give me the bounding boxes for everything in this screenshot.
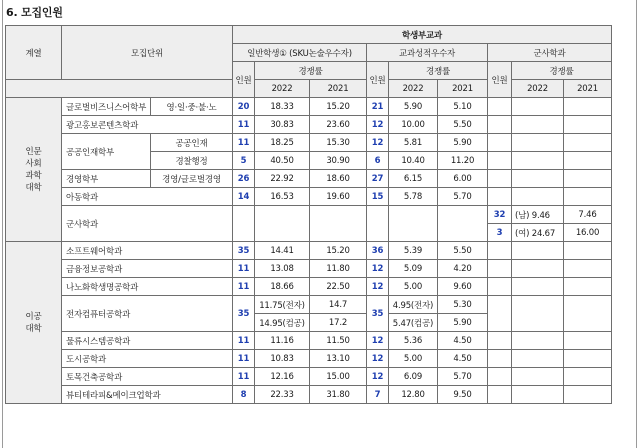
table-row xyxy=(6,98,612,116)
rate-2022: 5.47(컴공) xyxy=(389,314,438,332)
quota-grade: 12 xyxy=(367,260,389,278)
rate-2021: 7.46 xyxy=(564,206,612,224)
rate-2021: 5.90 xyxy=(438,314,488,332)
table-row xyxy=(6,350,612,368)
quota-general: 11 xyxy=(233,332,255,350)
rate-2022: 6.15 xyxy=(389,170,438,188)
dept-name: 공공인재학부 xyxy=(62,134,151,170)
rate-2022: (남) 9.46 xyxy=(512,206,564,224)
header-comp: 경쟁률 xyxy=(255,62,367,80)
header-row-1 xyxy=(6,26,612,44)
rate-2022: 30.83 xyxy=(255,116,310,134)
quota-grade: 6 xyxy=(367,152,389,170)
quota-military-male: 32 xyxy=(488,206,512,224)
rate-2021: 5.50 xyxy=(438,116,488,134)
rate-2021: 11.50 xyxy=(310,332,367,350)
rate-2022: 18.66 xyxy=(255,278,310,296)
rate-2021: 19.60 xyxy=(310,188,367,206)
rate-2021: 5.10 xyxy=(438,98,488,116)
quota-general: 14 xyxy=(233,188,255,206)
quota-general: 11 xyxy=(233,116,255,134)
quota-grade: 7 xyxy=(367,386,389,404)
rate-2021: 18.60 xyxy=(310,170,367,188)
quota-grade: 15 xyxy=(367,188,389,206)
rate-2022: 5.90 xyxy=(389,98,438,116)
rate-2021: 31.80 xyxy=(310,386,367,404)
rate-2022: 6.09 xyxy=(389,368,438,386)
rate-2021: 5.30 xyxy=(438,296,488,314)
header-2021: 2021 xyxy=(564,80,612,98)
dept-sub: 영·일·중·불·노 xyxy=(151,98,233,116)
dept-name: 물류시스템공학과 xyxy=(62,332,233,350)
quota-general: 11 xyxy=(233,368,255,386)
header-2022: 2022 xyxy=(389,80,438,98)
table-row xyxy=(6,278,612,296)
rate-2022: 14.95(컴공) xyxy=(255,314,310,332)
dept-name: 군사학과 xyxy=(62,206,233,242)
rate-2021: 14.7 xyxy=(310,296,367,314)
header-comp: 경쟁률 xyxy=(512,62,612,80)
rate-2022: (여) 24.67 xyxy=(512,224,564,242)
dept-name: 나노화학생명공학과 xyxy=(62,278,233,296)
header-inwon: 인원 xyxy=(488,62,512,98)
table-row xyxy=(6,116,612,134)
header-sub-general: 일반학생① (SKU논술우수자) xyxy=(233,44,367,62)
rate-2022: 40.50 xyxy=(255,152,310,170)
rate-2021: 5.50 xyxy=(438,242,488,260)
dept-sub: 경영/글로벌경영 xyxy=(151,170,233,188)
dept-sub: 경찰행정 xyxy=(151,152,233,170)
quota-grade: 21 xyxy=(367,98,389,116)
rate-2021: 11.80 xyxy=(310,260,367,278)
rate-2022: 5.78 xyxy=(389,188,438,206)
quota-grade: 12 xyxy=(367,332,389,350)
header-unit: 모집단위 xyxy=(62,26,233,80)
header-inwon: 인원 xyxy=(367,62,389,98)
table-row xyxy=(6,368,612,386)
table-row xyxy=(6,332,612,350)
rate-2022: 5.39 xyxy=(389,242,438,260)
rate-2021: 4.50 xyxy=(438,350,488,368)
rate-2021: 23.60 xyxy=(310,116,367,134)
rate-2022: 22.33 xyxy=(255,386,310,404)
table-row xyxy=(6,386,612,404)
rate-2021: 5.70 xyxy=(438,188,488,206)
rate-2022: 10.00 xyxy=(389,116,438,134)
rate-2021: 4.50 xyxy=(438,332,488,350)
quota-general: 11 xyxy=(233,134,255,152)
table-row xyxy=(6,134,612,152)
quota-general: 35 xyxy=(233,242,255,260)
rate-2022: 13.08 xyxy=(255,260,310,278)
table-row xyxy=(6,242,612,260)
quota-grade: 35 xyxy=(367,296,389,332)
quota-grade: 12 xyxy=(367,350,389,368)
header-gyeyeol: 계열 xyxy=(6,26,62,80)
quota-general: 5 xyxy=(233,152,255,170)
header-2021: 2021 xyxy=(438,80,488,98)
rate-2022: 11.75(전자) xyxy=(255,296,310,314)
dept-name: 소프트웨어학과 xyxy=(62,242,233,260)
quota-general: 11 xyxy=(233,260,255,278)
header-2021: 2021 xyxy=(310,80,367,98)
rate-2022: 18.33 xyxy=(255,98,310,116)
rate-2021: 13.10 xyxy=(310,350,367,368)
header-group: 학생부교과 xyxy=(233,26,612,44)
dept-name: 글로벌비즈니스어학부 xyxy=(62,98,151,116)
dept-name: 경영학부 xyxy=(62,170,151,188)
group-label-humanities: 인문 사회 과학 대학 xyxy=(6,98,62,242)
quota-grade: 27 xyxy=(367,170,389,188)
table-row xyxy=(6,170,612,188)
dept-name: 전자컴퓨터공학과 xyxy=(62,296,233,332)
table-row xyxy=(6,206,612,224)
page-right-border xyxy=(636,0,637,448)
rate-2022: 11.16 xyxy=(255,332,310,350)
rate-2021: 11.20 xyxy=(438,152,488,170)
dept-name: 토목건축공학과 xyxy=(62,368,233,386)
rate-2021: 5.90 xyxy=(438,134,488,152)
quota-general: 11 xyxy=(233,278,255,296)
rate-2022: 22.92 xyxy=(255,170,310,188)
admissions-table xyxy=(5,25,612,404)
rate-2022: 4.95(전자) xyxy=(389,296,438,314)
rate-2021: 22.50 xyxy=(310,278,367,296)
header-sub-military: 군사학과 xyxy=(488,44,612,62)
rate-2022: 5.09 xyxy=(389,260,438,278)
rate-2021: 30.90 xyxy=(310,152,367,170)
rate-2022: 5.00 xyxy=(389,350,438,368)
dept-name: 아동학과 xyxy=(62,188,233,206)
rate-2022: 5.00 xyxy=(389,278,438,296)
header-row-4 xyxy=(6,80,612,98)
quota-grade: 12 xyxy=(367,368,389,386)
rate-2022: 18.25 xyxy=(255,134,310,152)
rate-2021: 9.60 xyxy=(438,278,488,296)
quota-grade: 12 xyxy=(367,134,389,152)
section-title: 6. 모집인원 xyxy=(6,6,63,19)
rate-2022: 12.16 xyxy=(255,368,310,386)
rate-2021: 15.00 xyxy=(310,368,367,386)
quota-general: 11 xyxy=(233,350,255,368)
dept-name: 광고홍보콘텐츠학과 xyxy=(62,116,233,134)
header-sub-grade: 교과성적우수자 xyxy=(367,44,488,62)
quota-general: 26 xyxy=(233,170,255,188)
quota-general: 20 xyxy=(233,98,255,116)
rate-2021: 17.2 xyxy=(310,314,367,332)
rate-2021: 4.20 xyxy=(438,260,488,278)
header-2022: 2022 xyxy=(512,80,564,98)
rate-2021: 9.50 xyxy=(438,386,488,404)
table-row xyxy=(6,188,612,206)
rate-2022: 10.83 xyxy=(255,350,310,368)
header-comp: 경쟁률 xyxy=(389,62,488,80)
rate-2021: 16.00 xyxy=(564,224,612,242)
dept-name: 금융정보공학과 xyxy=(62,260,233,278)
header-2022: 2022 xyxy=(255,80,310,98)
rate-2022: 12.80 xyxy=(389,386,438,404)
rate-2022: 16.53 xyxy=(255,188,310,206)
rate-2021: 15.30 xyxy=(310,134,367,152)
rate-2021: 15.20 xyxy=(310,242,367,260)
page-left-border xyxy=(2,0,3,448)
dept-name: 도시공학과 xyxy=(62,350,233,368)
table-row xyxy=(6,260,612,278)
dept-name: 뷰티테라피&메이크업학과 xyxy=(62,386,233,404)
table-row xyxy=(6,296,612,314)
quota-grade: 36 xyxy=(367,242,389,260)
rate-2022: 10.40 xyxy=(389,152,438,170)
rate-2022: 5.81 xyxy=(389,134,438,152)
quota-general: 8 xyxy=(233,386,255,404)
rate-2021: 6.00 xyxy=(438,170,488,188)
quota-military-female: 3 xyxy=(488,224,512,242)
quota-grade: 12 xyxy=(367,116,389,134)
quota-grade: 12 xyxy=(367,278,389,296)
rate-2021: 5.70 xyxy=(438,368,488,386)
group-label-science: 이공 대학 xyxy=(6,242,62,404)
rate-2022: 5.36 xyxy=(389,332,438,350)
rate-2021: 15.20 xyxy=(310,98,367,116)
dept-sub: 공공인재 xyxy=(151,134,233,152)
header-filler xyxy=(6,80,233,98)
header-inwon: 인원 xyxy=(233,62,255,98)
quota-general: 35 xyxy=(233,296,255,332)
rate-2022: 14.41 xyxy=(255,242,310,260)
